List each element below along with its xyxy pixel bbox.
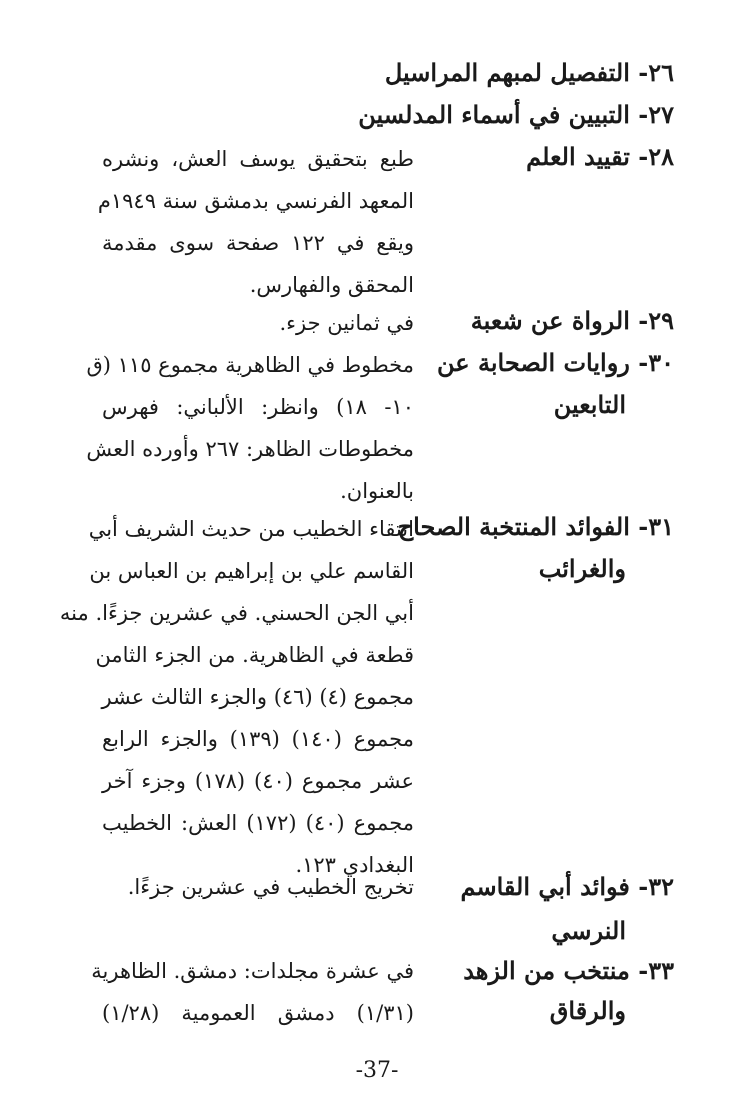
description-line: أبي الجن الحسني. في عشرين جزءًا. منه	[59, 601, 414, 625]
description-line: انتقاء الخطيب من حديث الشريف أبي	[88, 517, 414, 541]
description-line: ويقع في ١٢٢ صفحة سوى مقدمة	[102, 231, 415, 255]
description-line: قطعة في الظاهرية. من الجزء الثامن	[95, 643, 414, 667]
entry-description	[86, 344, 414, 512]
description-line: مخطوط في الظاهرية مجموع ١١٥ (ق	[86, 353, 414, 377]
entry-title: ٣١- الفوائد المنتخبة الصحاح	[397, 512, 674, 541]
description-line: المعهد الفرنسي بدمشق سنة ١٩٤٩م	[97, 189, 414, 213]
description-line: ١٠- ١٨) وانظر: الألباني: فهرس	[102, 395, 414, 419]
description-line: في عشرة مجلدات: دمشق. الظاهرية	[91, 959, 414, 983]
entry-title: ٢٦- التفصيل لمبهم المراسيل	[384, 58, 674, 87]
entry-title: ٣٢- فوائد أبي القاسم	[460, 872, 674, 901]
entry-description	[102, 302, 414, 344]
entry-title: ٣٣- منتخب من الزهد	[463, 956, 674, 985]
description-line: مجموع (٤٠) (١٧٢) العش: الخطيب	[102, 811, 414, 835]
description-line: تخريج الخطيب في عشرين جزءًا.	[127, 875, 414, 899]
description-line: مجموع (١٤٠) (١٣٩) والجزء الرابع	[102, 727, 414, 751]
description-line: القاسم علي بن إبراهيم بن العباس بن	[89, 559, 414, 583]
entry-title-continued: النرسي	[551, 916, 626, 945]
entry-title-continued: التابعين	[553, 390, 626, 419]
description-line: (١/٣١) دمشق العمومية (١/٢٨)	[102, 1001, 414, 1025]
entry-description	[102, 866, 414, 908]
entry-title: ٢٨- تقييد العلم	[526, 142, 674, 171]
entry-title-continued: والغرائب	[538, 554, 626, 583]
entry-title-continued: والرقاق	[549, 996, 626, 1025]
description-line: طبع بتحقيق يوسف العش، ونشره	[102, 147, 414, 171]
description-line: المحقق والفهارس.	[249, 273, 414, 297]
entry-title: ٢٩- الرواة عن شعبة	[470, 306, 674, 335]
description-line: بالعنوان.	[340, 479, 414, 503]
entry-title: ٣٠- روايات الصحابة عن	[437, 348, 674, 377]
description-line: في ثمانين جزء.	[279, 311, 414, 335]
description-line: مخطوطات الظاهر: ٢٦٧ وأورده العش	[86, 437, 414, 461]
entry-description	[97, 138, 415, 306]
page-number: -37-	[355, 1058, 399, 1083]
entry-description	[59, 508, 415, 886]
description-line: عشر مجموع (٤٠) (١٧٨) وجزء آخر	[102, 769, 415, 793]
entry-description	[91, 950, 414, 1034]
description-line: البغدادي ١٢٣.	[295, 853, 414, 877]
description-line: مجموع (٤) (٤٦) والجزء الثالث عشر	[101, 685, 414, 709]
entry-title: ٢٧- التبيين في أسماء المدلسين	[358, 100, 674, 129]
